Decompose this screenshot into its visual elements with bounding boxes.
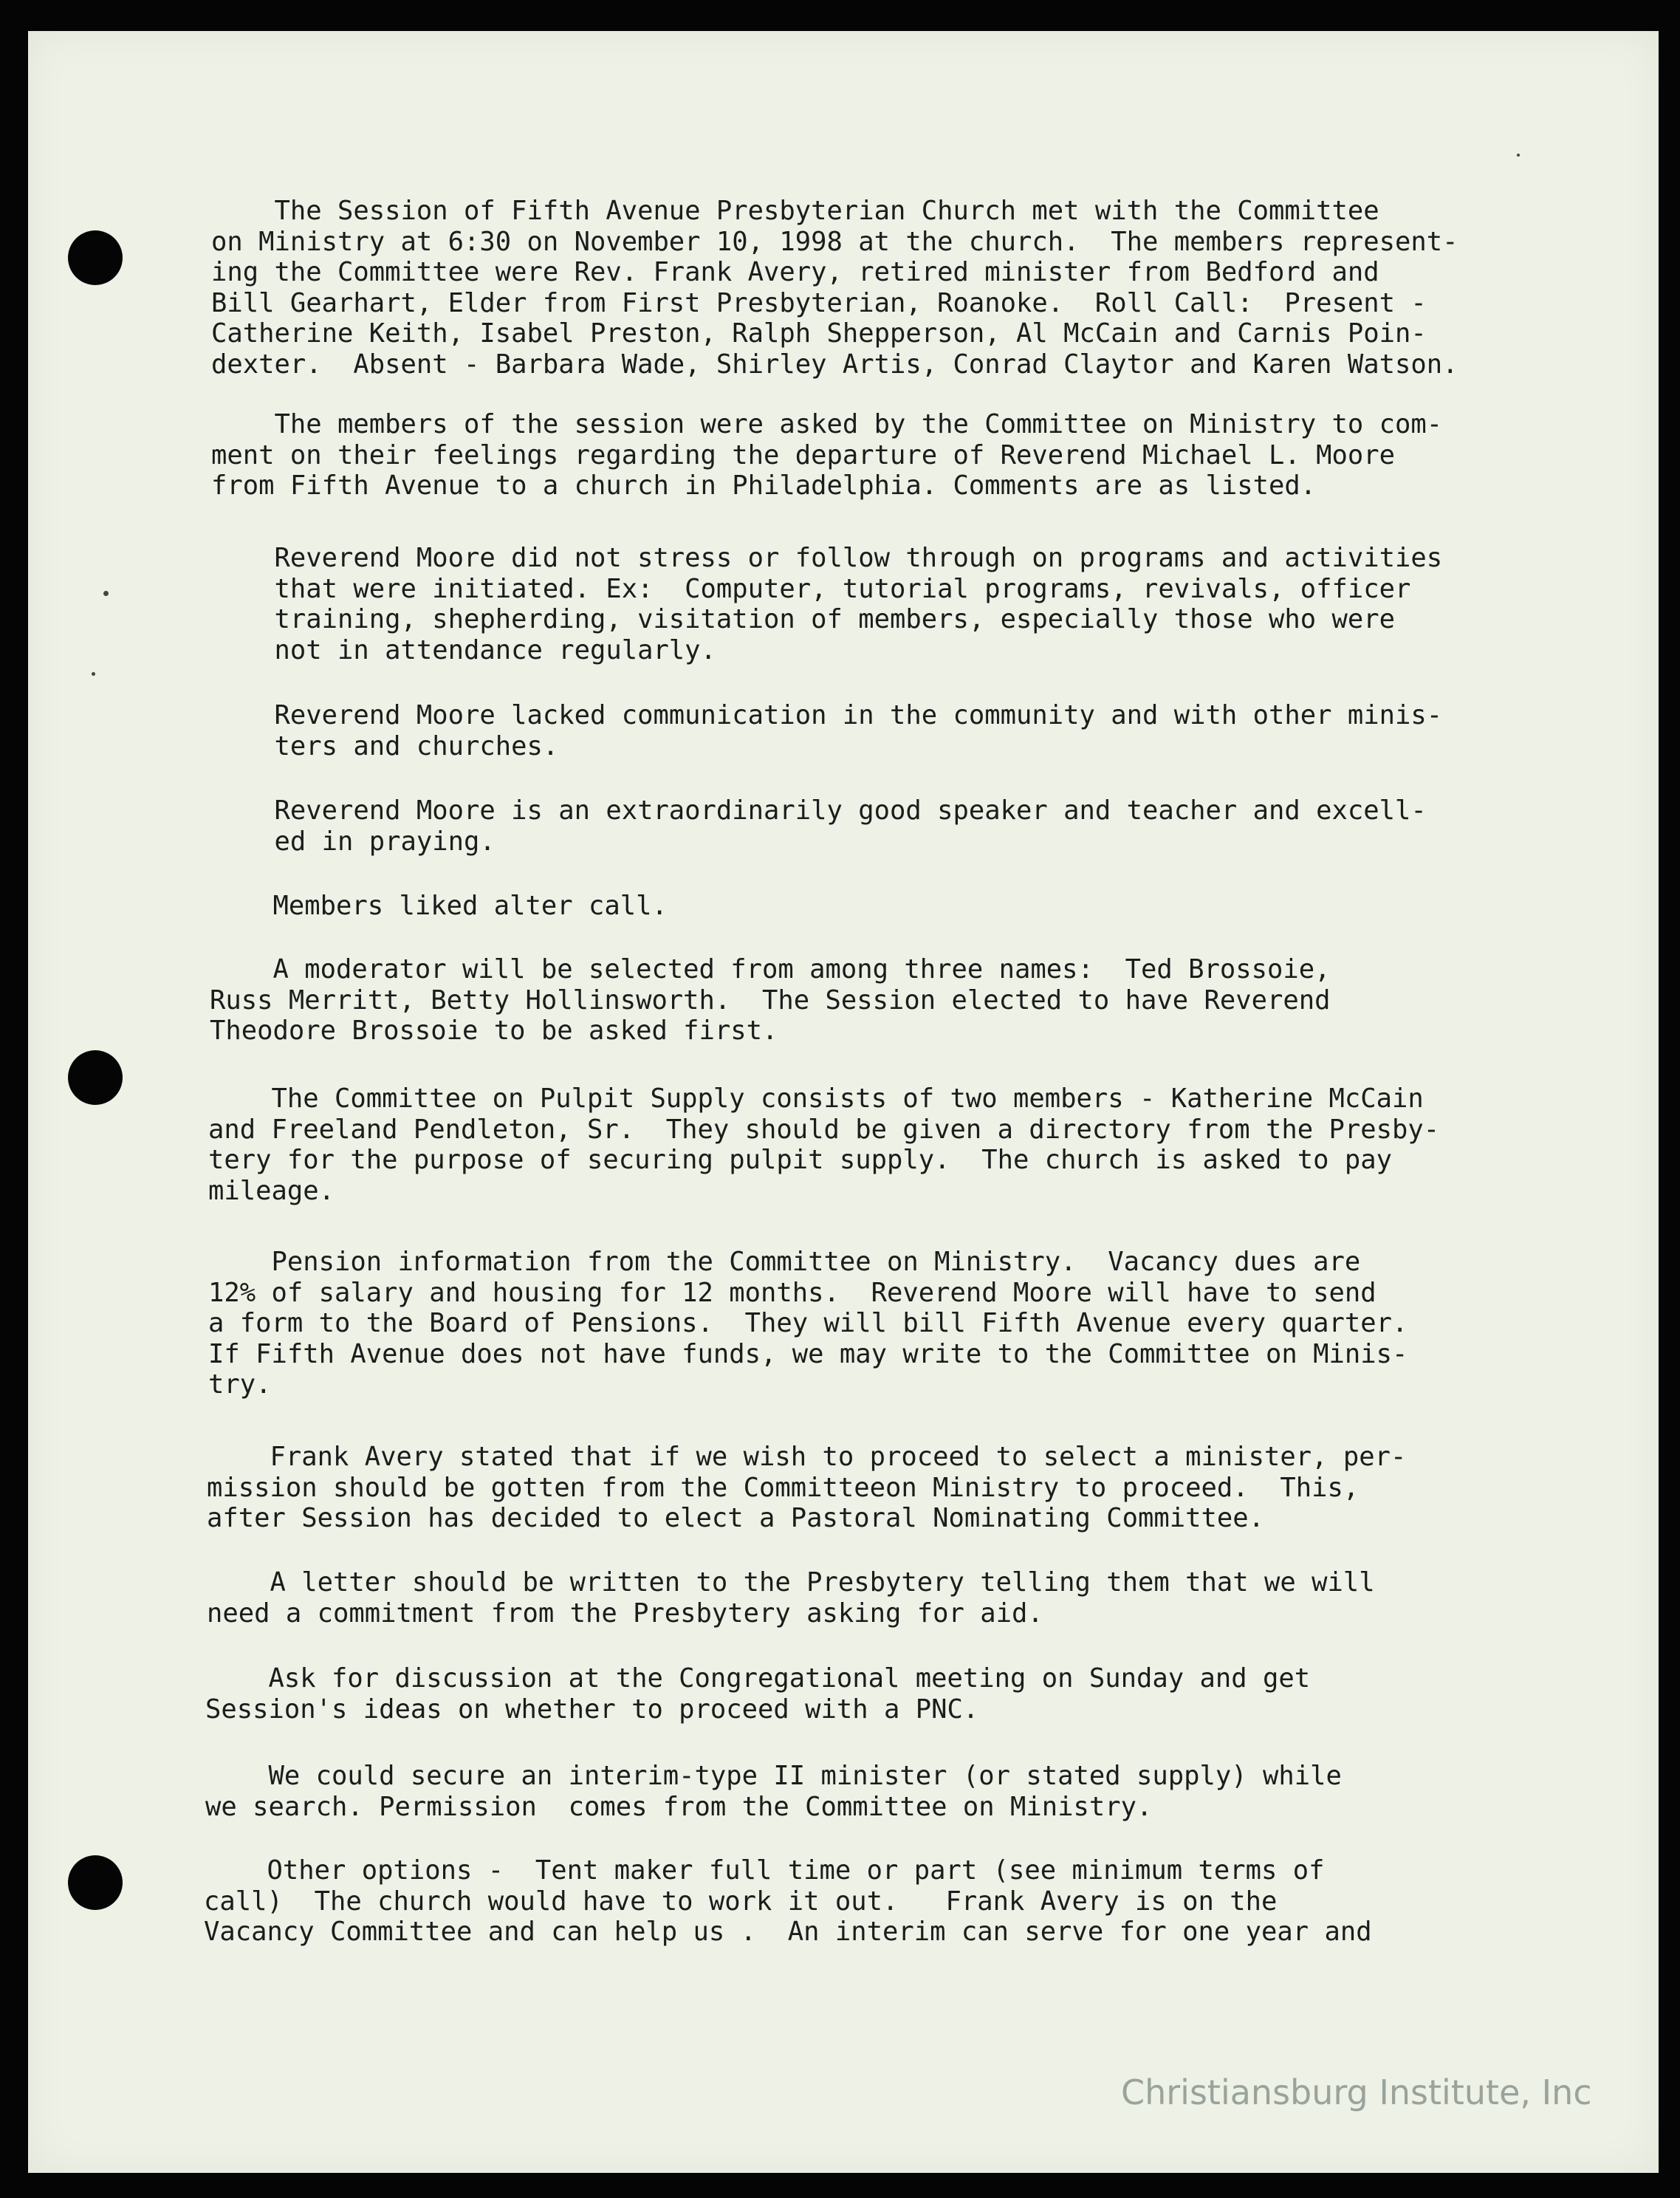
paragraph-congregational-meeting (205, 1663, 1310, 1725)
paragraph-comment-communication (211, 700, 1442, 761)
text-line: ing the Committee were Rev. Frank Avery, retired minister from Bedford and (211, 257, 1379, 287)
text-line: ters and churches. (211, 730, 559, 761)
text-line: not in attendance regularly. (211, 634, 716, 665)
text-line: Ask for discussion at the Congregational meeting on Sunday and get (205, 1663, 1311, 1694)
text-line: The members of the session were asked by the Committee on Ministry to com- (211, 409, 1443, 439)
paragraph-comment-alter-call (210, 891, 668, 922)
paragraph-presbytery-letter (207, 1567, 1375, 1629)
text-line: Session's ideas on whether to proceed with a PNC. (205, 1694, 979, 1725)
paragraph-other-options (204, 1855, 1372, 1948)
document-body (28, 31, 1659, 2173)
text-line: Pension information from the Committee on Ministry. Vacancy dues are (208, 1247, 1361, 1277)
paragraph-select-minister (207, 1442, 1406, 1534)
paragraph-interim-minister (205, 1761, 1342, 1822)
paragraph-session-meeting (211, 196, 1458, 380)
text-line: from Fifth Avenue to a church in Philadelphia. Comments are as listed. (211, 470, 1317, 501)
text-line: Reverend Moore lacked communication in the community and with other minis- (211, 700, 1443, 730)
text-line: that were initiated. Ex: Computer, tutorial programs, revivals, officer (211, 573, 1411, 604)
text-line: need a commitment from the Presbytery asking for aid. (207, 1598, 1043, 1629)
text-line: Reverend Moore is an extraordinarily good speaker and teacher and excell- (211, 795, 1427, 826)
paragraph-pension (208, 1247, 1408, 1400)
text-line: ed in praying. (211, 826, 496, 857)
text-line: call) The church would have to work it out. Frank Avery is on the (204, 1886, 1278, 1917)
text-line: Catherine Keith, Isabel Preston, Ralph Shepperson, Al McCain and Carnis Poin- (211, 318, 1427, 349)
text-line: try. (208, 1369, 272, 1400)
text-line: and Freeland Pendleton, Sr. They should be given a directory from the Presby- (208, 1114, 1440, 1145)
text-line: Other options - Tent maker full time or part (see minimum terms of (204, 1855, 1325, 1886)
text-line: training, shepherding, visitation of members, especially those who were (211, 604, 1395, 634)
text-line: we search. Permission comes from the Committee on Ministry. (205, 1791, 1153, 1822)
text-line: 12% of salary and housing for 12 months. Reverend Moore will have to send (208, 1277, 1376, 1308)
paper-sheet (28, 31, 1659, 2173)
text-line: The Committee on Pulpit Supply consists of two members - Katherine McCain (208, 1083, 1424, 1114)
text-line: A moderator will be selected from among three names: Ted Brossoie, (210, 954, 1331, 985)
text-line: We could secure an interim-type II minister (or stated supply) while (205, 1761, 1342, 1791)
paragraph-comments-request (211, 409, 1442, 501)
text-line: mission should be gotten from the Committeeon Ministry to proceed. This, (207, 1472, 1360, 1503)
paragraph-comment-programs (211, 543, 1442, 665)
text-line: tery for the purpose of securing pulpit supply. The church is asked to pay (208, 1145, 1392, 1175)
text-line: The Session of Fifth Avenue Presbyterian Church met with the Committee (211, 196, 1379, 226)
text-line: Reverend Moore did not stress or follow through on programs and activities (211, 543, 1443, 573)
text-line: on Ministry at 6:30 on November 10, 1998 at the church. The members represent- (211, 226, 1458, 257)
text-line: A letter should be written to the Presbytery telling them that we will (207, 1567, 1375, 1598)
text-line: Russ Merritt, Betty Hollinsworth. The Session elected to have Reverend (210, 985, 1331, 1016)
text-line: dexter. Absent - Barbara Wade, Shirley Artis, Conrad Claytor and Karen Watson. (211, 349, 1458, 380)
text-line: Bill Gearhart, Elder from First Presbyterian, Roanoke. Roll Call: Present - (211, 287, 1427, 318)
text-line: ment on their feelings regarding the departure of Reverend Michael L. Moore (211, 439, 1395, 470)
text-line: after Session has decided to elect a Pastoral Nominating Committee. (207, 1503, 1264, 1533)
text-line: Theodore Brossoie to be asked first. (210, 1016, 778, 1046)
text-line: Vacancy Committee and can help us . An interim can serve for one year and (204, 1917, 1372, 1947)
paragraph-comment-speaker (211, 795, 1427, 857)
text-line: Frank Avery stated that if we wish to proceed to select a minister, per- (207, 1442, 1407, 1472)
watermark-text: Christiansburg Institute, Inc (1121, 2072, 1592, 2112)
text-line: Members liked alter call. (210, 891, 668, 921)
text-line: If Fifth Avenue does not have funds, we may write to the Committee on Minis- (208, 1338, 1408, 1369)
text-line: a form to the Board of Pensions. They will bill Fifth Avenue every quarter. (208, 1308, 1408, 1338)
paragraph-moderator (210, 954, 1330, 1047)
text-line: mileage. (208, 1175, 335, 1206)
paragraph-pulpit-supply (208, 1083, 1439, 1206)
